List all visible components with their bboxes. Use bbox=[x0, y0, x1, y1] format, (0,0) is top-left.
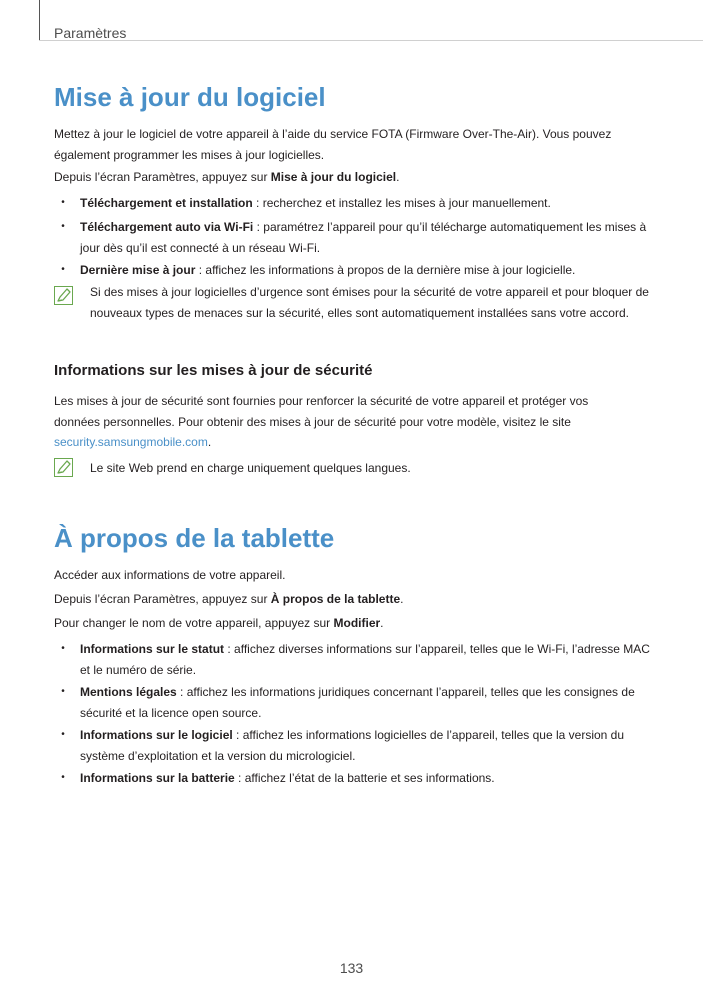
section-title-software-update: Mise à jour du logiciel bbox=[54, 82, 326, 112]
list-item: • Mentions légales : affichez les informations juridiques concernant l’appareil, telles que les consignes de sécurité et la licence open source. bbox=[80, 682, 652, 723]
section1-path: Depuis l’écran Paramètres, appuyez sur Mise à jour du logiciel. bbox=[54, 170, 400, 184]
bullet-dot: • bbox=[61, 772, 65, 783]
security-site-link[interactable]: security.samsungmobile.com bbox=[54, 435, 208, 449]
list-item: • Dernière mise à jour : affichez les informations à propos de la dernière mise à jour logicielle. bbox=[80, 260, 652, 281]
bullet-dot: • bbox=[61, 643, 65, 654]
header-rule-vertical bbox=[39, 0, 40, 40]
list-item: • Informations sur le logiciel : affichez les informations logicielles de l’appareil, telles que la version du système d’exploitation et la version du micrologiciel. bbox=[80, 725, 652, 766]
list-item: • Informations sur la batterie : affichez l’état de la batterie et ses informations. bbox=[80, 768, 652, 789]
bullet-dot: • bbox=[61, 686, 65, 697]
subsection-title-security-updates: Informations sur les mises à jour de sécurité bbox=[54, 362, 373, 379]
list-item: • Téléchargement auto via Wi-Fi : paramétrez l’appareil pour qu’il télécharge automatiquement les mises à jour dès qu’il est connecté à un réseau Wi-Fi. bbox=[80, 217, 652, 258]
note-text: Le site Web prend en charge uniquement quelques langues. bbox=[90, 461, 411, 475]
list-item: • Téléchargement et installation : recherchez et installez les mises à jour manuellement. bbox=[80, 193, 652, 214]
section1-intro: Mettez à jour le logiciel de votre appareil à l’aide du service FOTA (Firmware Over-The-Air). Vous pouvez également programmer les mises à jour logicielles. bbox=[54, 127, 612, 162]
bullet-dot: • bbox=[61, 197, 65, 208]
section2-path: Depuis l’écran Paramètres, appuyez sur À propos de la tablette. bbox=[54, 592, 404, 606]
header-rule-horizontal bbox=[39, 40, 703, 41]
section-title-about-tablet: À propos de la tablette bbox=[54, 523, 335, 553]
bullet-dot: • bbox=[61, 221, 65, 232]
note-text: Si des mises à jour logicielles d’urgence sont émises pour la sécurité de votre appareil et pour bloquer de nouveaux types de menaces sur la sécurité, elles sont automatiquement installées sans votre accord. bbox=[90, 285, 649, 320]
note-icon bbox=[54, 458, 73, 477]
section2-rename: Pour changer le nom de votre appareil, appuyez sur Modifier. bbox=[54, 616, 384, 630]
subsection-text: Les mises à jour de sécurité sont fournies pour renforcer la sécurité de votre appareil et protéger vos données personnelles. Pour obtenir des mises à jour de sécurité pour votre modèle, visitez le site security.samsungmobile.com. bbox=[54, 394, 589, 449]
page-number: 133 bbox=[339, 960, 364, 976]
bullet-dot: • bbox=[61, 729, 65, 740]
running-header: Paramètres bbox=[54, 25, 127, 41]
list-item: • Informations sur le statut : affichez diverses informations sur l’appareil, telles que le Wi-Fi, l’adresse MAC et le numéro de série. bbox=[80, 639, 652, 680]
note-icon bbox=[54, 286, 73, 305]
bullet-dot: • bbox=[61, 264, 65, 275]
section2-intro: Accéder aux informations de votre appareil. bbox=[54, 568, 286, 582]
